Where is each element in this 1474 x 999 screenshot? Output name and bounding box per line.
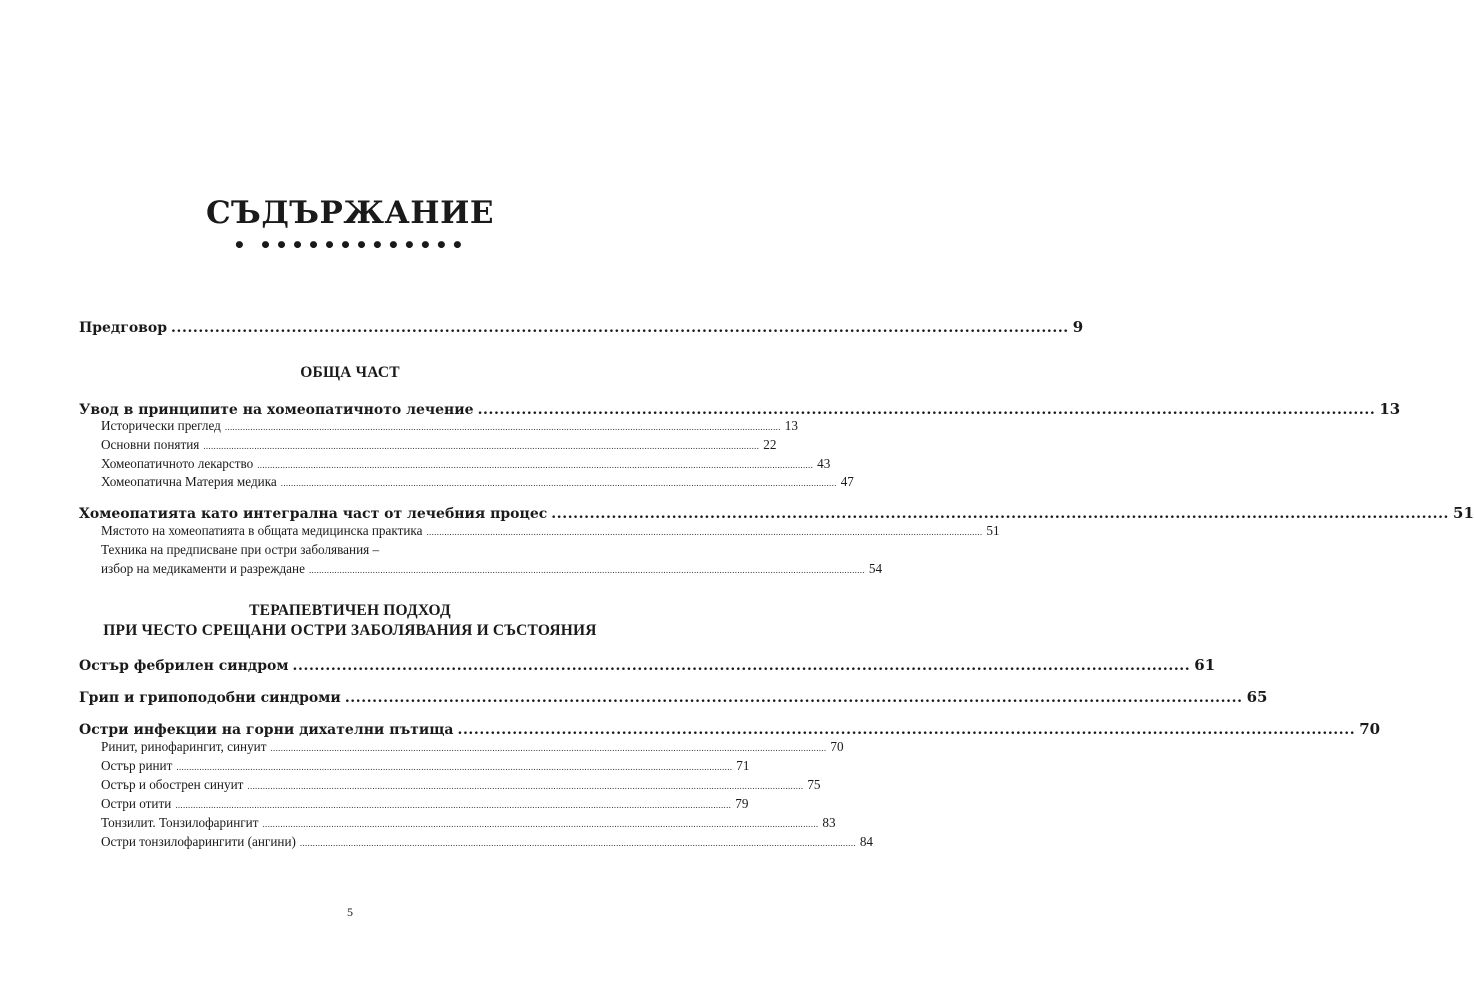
toc-entry-page: 13 [1379,400,1401,418]
dot-leader: .................................................................................................................................................................... [457,722,1356,738]
toc-subentry-label: избор на медикаменти и разреждане [101,561,305,576]
toc-subentry[interactable] [101,815,836,832]
dot-leader: .................................................................................................................................................................... [477,402,1376,418]
dot-leader: .......................................................................................................................................................................................................................... [270,743,827,753]
toc-subentry[interactable] [101,474,854,491]
toc-entry-page: 61 [1194,656,1216,674]
toc-subentry-label: Основни понятия [101,437,200,452]
toc-subentry-page: 71 [736,758,750,773]
toc-subentry-label: Ринит, ринофарингит, синуит [101,739,267,754]
toc-subentry-label: Хомеопатичното лекарство [101,456,254,471]
toc-subentry-page: 13 [784,418,798,433]
toc-entry-page: 9 [1072,318,1084,336]
toc-chapter-3[interactable] [79,656,1216,675]
toc-entry-page: 70 [1359,720,1381,738]
dot-leader: .......................................................................................................................................................................................................................... [175,800,732,810]
dot-leader: .................................................................................................................................................................... [292,658,1191,674]
toc-subentry-page: 75 [807,777,821,792]
dot-leader: .......................................................................................................................................................................................................................... [176,762,733,772]
toc-subentry-page: 47 [840,474,854,489]
toc-subentry[interactable] [101,561,883,578]
toc-subentry[interactable] [101,523,1000,540]
toc-chapter-2[interactable] [79,504,1474,523]
toc-subentry[interactable] [101,758,750,775]
toc-entry-page: 65 [1246,688,1268,706]
toc-subentry-page: 51 [986,523,1000,538]
dot-leader: .................................................................................................................................................................... [344,690,1243,706]
dot-leader: .......................................................................................................................................................................................................................... [262,819,819,829]
dot-leader: .......................................................................................................................................................................................................................... [426,527,983,537]
toc-subentry-label: Исторически преглед [101,418,221,433]
toc-title: СЪДЪРЖАНИЕ [206,195,494,231]
toc-subentry-page: 83 [822,815,836,830]
toc-chapter-5[interactable] [79,720,1381,739]
toc-subentry-label: Мястото на хомеопатията в общата медицинска практика [101,523,423,538]
toc-subentry-label-line1: Техника на предписване при остри заболявания – [101,542,380,557]
section-heading-therapeutic-line2: ПРИ ЧЕСТО СРЕЩАНИ ОСТРИ ЗАБОЛЯВАНИЯ И СЪСТОЯНИЯ [103,622,597,639]
toc-subentry-page: 84 [859,834,873,849]
toc-subentry[interactable] [101,796,749,813]
toc-chapter-1[interactable] [79,400,1401,419]
toc-chapter-4[interactable] [79,688,1268,707]
toc-entry-label: Предговор [79,320,168,336]
toc-entry-label: Остър фебрилен синдром [79,658,289,674]
toc-subentry-label: Остри отити [101,796,172,811]
toc-subentry[interactable] [101,437,777,454]
toc-subentry[interactable] [101,418,798,435]
dot-leader: .......................................................................................................................................................................................................................... [299,838,856,848]
toc-subentry[interactable] [101,834,873,851]
toc-subentry-page: 22 [763,437,777,452]
toc-entry-label: Остри инфекции на горни дихателни пътища [79,722,454,738]
dot-leader: .......................................................................................................................................................................................................................... [280,478,837,488]
toc-entry-label: Увод в принципите на хомеопатичното лечение [79,402,474,418]
toc-entry-page: 51 [1453,504,1474,522]
title-ornament: • ••••••••••••• [233,233,467,257]
section-heading-general: ОБЩА ЧАСТ [300,364,400,381]
dot-leader: .......................................................................................................................................................................................................................... [224,422,781,432]
toc-subentry[interactable] [101,456,831,473]
toc-subentry-label: Остри тонзилофарингити (ангини) [101,834,296,849]
toc-subentry[interactable] [101,739,844,756]
dot-leader: .......................................................................................................................................................................................................................... [257,460,814,470]
toc-entry-label: Хомеопатията като интегрална част от лечебния процес [79,506,548,522]
toc-subentry-label: Тонзилит. Тонзилофарингит [101,815,259,830]
toc-subentry[interactable] [101,777,821,794]
toc-subentry-page: 54 [868,561,883,576]
toc-subentry-label: Остър и обострен синуит [101,777,244,792]
dot-leader: .......................................................................................................................................................................................................................... [203,441,760,451]
page-number: 5 [347,905,353,919]
toc-subentry-page: 70 [830,739,844,754]
toc-subentry-label: Хомеопатична Материя медика [101,474,277,489]
toc-entry-label: Грип и грипоподобни синдроми [79,690,341,706]
toc-entry-preface[interactable] [79,318,1084,337]
dot-leader: .......................................................................................................................................................................................................................... [308,565,865,575]
toc-subentry-page: 79 [735,796,749,811]
section-heading-therapeutic-line1: ТЕРАПЕВТИЧЕН ПОДХОД [249,602,451,619]
dot-leader: .................................................................................................................................................................... [171,320,1069,336]
toc-subentry-page: 43 [817,456,831,471]
dot-leader: .................................................................................................................................................................... [551,506,1450,522]
toc-subentry-label: Остър ринит [101,758,173,773]
dot-leader: .......................................................................................................................................................................................................................... [247,781,804,791]
